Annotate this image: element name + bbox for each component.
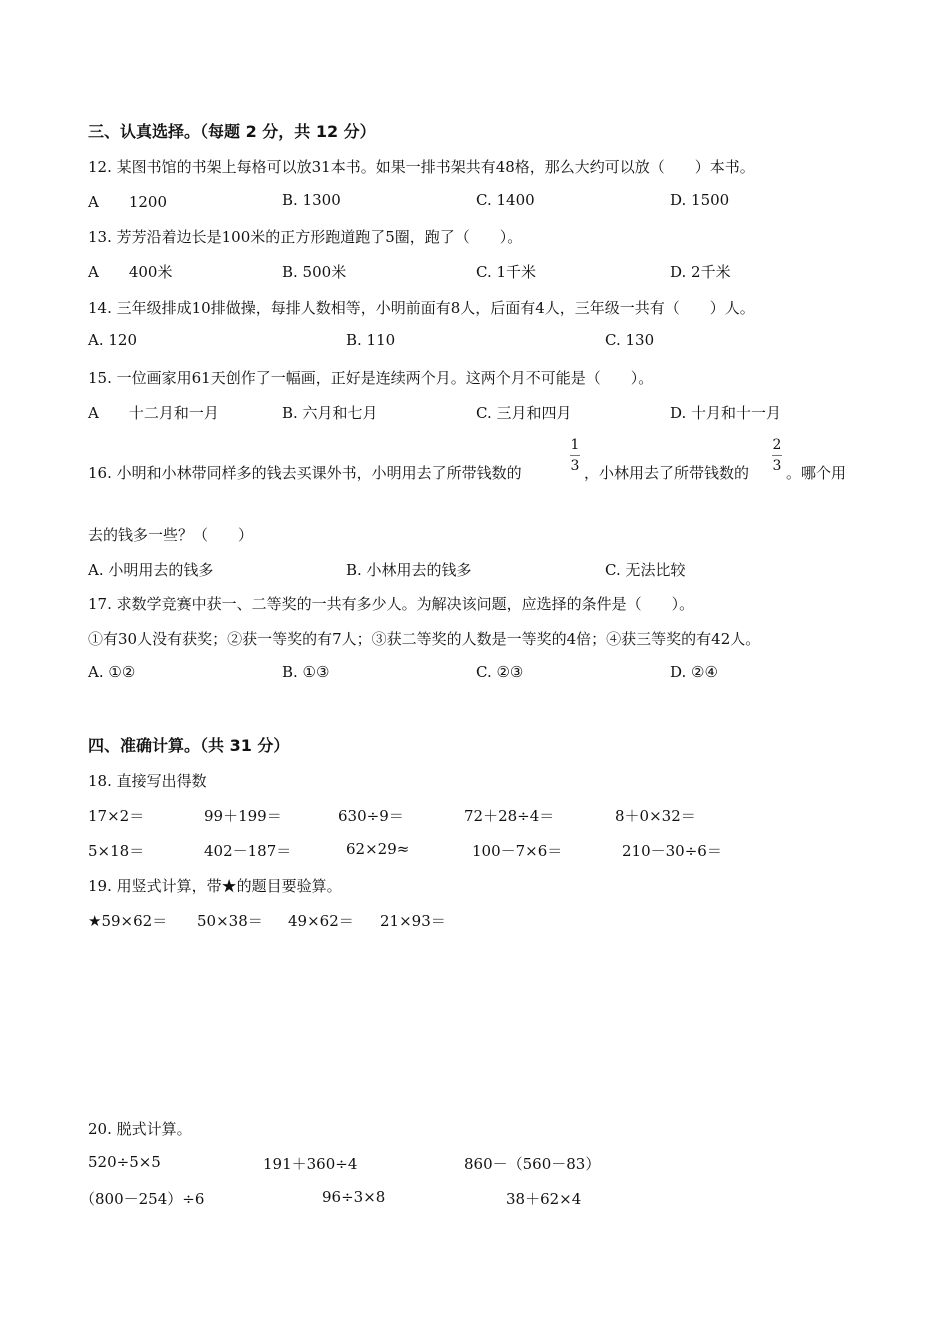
q16-fraction-one-third [570, 438, 580, 473]
q15-option-a: A 十二月和一月 [88, 404, 219, 422]
section3-heading: 三、认真选择。（每题 2 分，共 12 分） [88, 122, 376, 141]
q20-item: 191＋360÷4 [263, 1155, 358, 1173]
q17-option-b: B. ①③ [282, 663, 330, 681]
q12-option-d: D. 1500 [670, 191, 730, 209]
q19-title: 19. 用竖式计算，带★的题目要验算。 [88, 877, 342, 895]
q18-item: 72＋28÷4＝ [464, 807, 555, 825]
q17-option-c: C. ②③ [476, 663, 524, 681]
q13-option-d: D. 2千米 [670, 263, 731, 281]
q18-item: 630÷9＝ [338, 807, 404, 825]
q16-text-b: ，小林用去了所带钱数的 [584, 464, 750, 482]
q19-item: 21×93＝ [380, 912, 446, 930]
q20-item: 860－（560－83） [464, 1155, 601, 1173]
q18-item: 5×18＝ [88, 842, 145, 860]
q14-option-b: B. 110 [346, 331, 396, 349]
q16-text-d: 去的钱多一些？（ ） [88, 526, 254, 544]
q15-option-d: D. 十月和十一月 [670, 404, 782, 422]
q20-item: 96÷3×8 [322, 1188, 386, 1206]
q16-option-a: A. 小明用去的钱多 [88, 561, 214, 579]
q16-frac1-denominator: 3 [570, 458, 580, 474]
q20-item: （800－254）÷6 [80, 1190, 205, 1208]
q17-option-a: A. ①② [88, 663, 136, 681]
q12-option-b: B. 1300 [282, 191, 341, 209]
q16-text-a: 16. 小明和小林带同样多的钱去买课外书，小明用去了所带钱数的 [88, 464, 522, 482]
q19-item: ★59×62＝ [88, 912, 168, 930]
q15-option-b: B. 六月和七月 [282, 404, 378, 422]
q20-title: 20. 脱式计算。 [88, 1120, 192, 1138]
q14-option-c: C. 130 [605, 331, 655, 349]
q16-frac2-numerator: 2 [772, 437, 782, 453]
q16-frac2-denominator: 3 [772, 458, 782, 474]
q12-text: 12. 某图书馆的书架上每格可以放31本书。如果一排书架共有48格，那么大约可以放（ ）本书。 [88, 158, 755, 176]
q17-conditions: ①有30人没有获奖；②获一等奖的有7人；③获二等奖的人数是一等奖的4倍；④获三等奖的有42人。 [88, 630, 761, 648]
q16-option-b: B. 小林用去的钱多 [346, 561, 472, 579]
q14-text: 14. 三年级排成10排做操，每排人数相等，小明前面有8人，后面有4人，三年级一共有（ ）人。 [88, 299, 755, 317]
q18-title: 18. 直接写出得数 [88, 772, 207, 790]
q15-option-c: C. 三月和四月 [476, 404, 572, 422]
q14-option-a: A. 120 [88, 331, 137, 349]
q18-item: 402－187＝ [204, 842, 292, 860]
q16-frac1-numerator: 1 [570, 437, 580, 453]
q16-option-c: C. 无法比较 [605, 561, 686, 579]
q18-item: 210－30÷6＝ [622, 842, 722, 860]
q20-item: 520÷5×5 [88, 1153, 161, 1171]
q18-item: 100－7×6＝ [472, 842, 563, 860]
q16-fraction-two-thirds [772, 438, 782, 473]
q18-item: 17×2＝ [88, 807, 145, 825]
q18-item: 99＋199＝ [204, 807, 282, 825]
q13-option-b: B. 500米 [282, 263, 347, 281]
q13-option-a: A 400米 [88, 263, 173, 281]
q12-option-a: A 1200 [88, 193, 168, 211]
q19-item: 49×62＝ [288, 912, 354, 930]
section4-heading: 四、准确计算。（共 31 分） [88, 736, 290, 755]
q18-item: 62×29≈ [346, 840, 410, 858]
q17-option-d: D. ②④ [670, 663, 718, 681]
q19-item: 50×38＝ [197, 912, 263, 930]
q13-option-c: C. 1千米 [476, 263, 537, 281]
q17-text: 17. 求数学竞赛中获一、二等奖的一共有多少人。为解决该问题，应选择的条件是（ ）。 [88, 595, 695, 613]
q18-item: 8＋0×32＝ [615, 807, 696, 825]
q16-text-c: 。哪个用 [786, 464, 847, 482]
q12-option-c: C. 1400 [476, 191, 535, 209]
q20-item: 38＋62×4 [506, 1190, 582, 1208]
q13-text: 13. 芳芳沿着边长是100米的正方形跑道跑了5圈，跑了（ ）。 [88, 228, 523, 246]
q15-text: 15. 一位画家用61天创作了一幅画，正好是连续两个月。这两个月不可能是（ ）。 [88, 369, 654, 387]
